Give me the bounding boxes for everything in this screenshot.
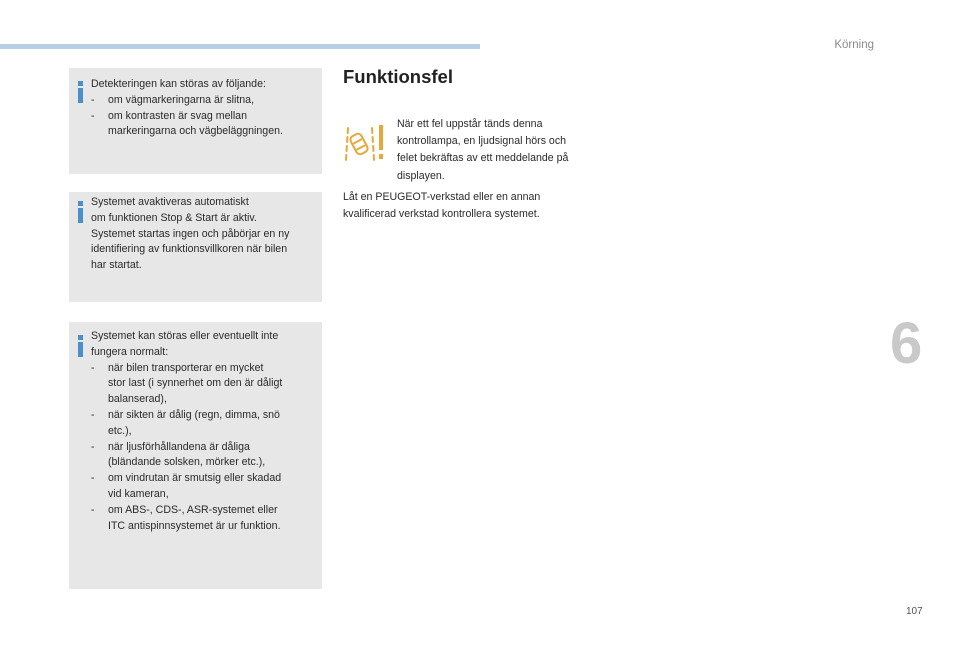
list-item: - när bilen transporterar en mycket stor last (i synnerhet om den är dåligt balanserad), <box>91 361 283 406</box>
list-item: - om kontrasten är svag mellan markeringarna och vägbeläggningen. <box>91 109 283 138</box>
warning-description: När ett fel uppstår tänds denna kontrollampa, en ljudsignal hörs och felet bekräftas av ett meddelande på displayen. <box>397 118 569 182</box>
list-item: - om vindrutan är smutsig eller skadad vid kameran, <box>91 472 282 500</box>
info-icon <box>78 81 83 103</box>
note-intro: Systemet kan störas eller eventuellt inte <box>91 330 279 342</box>
chapter-title: Körning <box>834 39 874 51</box>
info-box-disturbances <box>69 322 322 589</box>
info-icon <box>78 335 83 357</box>
note-line: om funktionen Stop & Start är aktiv. <box>91 211 257 224</box>
note-intro: fungera normalt: <box>91 345 169 358</box>
note-line: identifiering av funktionsvillkoren när bilen <box>91 243 288 256</box>
page-number: 107 <box>906 606 923 617</box>
lane-departure-warning-icon <box>344 122 386 162</box>
info-box-detection <box>69 68 322 174</box>
list-item: - om vägmarkeringarna är slitna, <box>91 93 255 106</box>
list-item: - när ljusförhållandena är dåliga (bländande solsken, mörker etc.), <box>91 440 266 469</box>
service-paragraph: Låt en PEUGEOT-verkstad eller en annan kvalificerad verkstad kontrollera systemet. <box>343 191 541 221</box>
info-box-stop-start <box>69 192 322 302</box>
note-intro: Detekteringen kan störas av följande: <box>91 78 266 90</box>
list-item: - när sikten är dålig (regn, dimma, snö etc.), <box>91 408 280 437</box>
note-line: Systemet startas ingen och påbörjar en ny <box>91 227 290 240</box>
section-title: Funktionsfel <box>343 66 453 87</box>
top-header-bar <box>0 44 480 49</box>
note-line: Systemet avaktiveras automatiskt <box>91 196 249 208</box>
chapter-number: 6 <box>890 311 923 376</box>
info-icon <box>78 201 83 223</box>
note-line: har startat. <box>91 259 142 272</box>
list-item: - om ABS-, CDS-, ASR-systemet eller ITC antispinnsystemet är ur funktion. <box>91 503 281 532</box>
